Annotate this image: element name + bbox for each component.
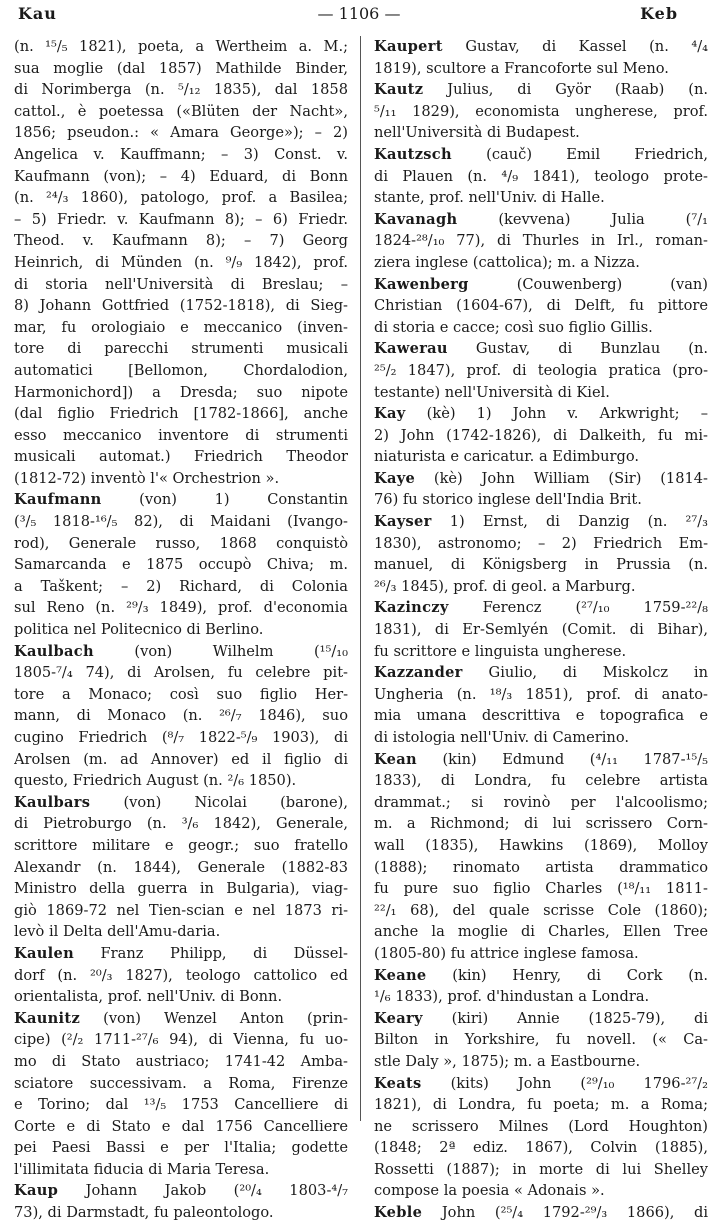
text-line bbox=[14, 36, 348, 58]
entry-headword: Kaupert bbox=[374, 38, 443, 55]
line-text: ne scrissero Milnes (Lord Houghton) bbox=[374, 1117, 708, 1135]
line-text: sua moglie (dal 1857) Mathilde Binder, bbox=[14, 59, 348, 77]
line-text: di Pietroburgo (n. ³/₆ 1842), Generale, bbox=[14, 815, 348, 833]
line-text: 1831), di Er-Semlyén (Comit. di Bihar), bbox=[374, 621, 708, 639]
line-text: (dal figlio Friedrich [1782-1866], anche bbox=[14, 405, 348, 423]
text-line bbox=[374, 446, 708, 468]
entry-headword: Keane bbox=[374, 966, 427, 984]
line-text: (³/₅ 1818-¹⁶/₅ 82), di Maidani (Ivango- bbox=[14, 513, 348, 531]
text-line bbox=[14, 965, 348, 987]
line-text: (kits) John (²⁹/₁₀ 1796-²⁷/₂ bbox=[421, 1074, 708, 1092]
line-text: questo, Friedrich August (n. ²/₆ 1850). bbox=[14, 772, 297, 790]
line-text: drammat.; si rovinò per l'alcoolismo; bbox=[374, 793, 708, 811]
line-text: cattol., è poetessa («Blüten der Nacht», bbox=[14, 102, 348, 120]
entry-headword: Kavanagh bbox=[374, 210, 458, 228]
line-text: scrittore militare e geogr.; suo fratello bbox=[14, 836, 348, 854]
line-text: wall (1835), Hawkins (1869), Molloy bbox=[374, 836, 708, 854]
line-text: (von) Wenzel Anton (prin- bbox=[80, 1009, 348, 1027]
line-text: – 5) Friedr. v. Kaufmann 8); – 6) Friedr. bbox=[14, 210, 348, 228]
header-left-guideword: Kau bbox=[18, 4, 57, 23]
text-line bbox=[374, 533, 708, 555]
text-line bbox=[374, 1094, 708, 1116]
line-text: Harmonichord]) a Dresda; suo nipote bbox=[14, 383, 348, 401]
text-line bbox=[14, 1073, 348, 1095]
entry-headword: Kawerau bbox=[374, 340, 448, 358]
line-text: mo di Stato austriaco; 1741-42 Amba- bbox=[14, 1052, 348, 1070]
line-text: di istologia nell'Univ. di Camerino. bbox=[374, 729, 629, 746]
text-line bbox=[374, 965, 708, 987]
line-text: (cauč) Emil Friedrich, bbox=[451, 145, 708, 163]
line-text: ²⁶/₃ 1845), prof. di geol. a Marburg. bbox=[374, 577, 636, 595]
line-text: Rossetti (1887); in morte di lui Shelley bbox=[374, 1160, 708, 1178]
entry-headword: Kazinczy bbox=[374, 599, 449, 617]
line-text: (kiri) Annie (1825-79), di bbox=[422, 1009, 708, 1027]
text-line bbox=[374, 1051, 708, 1073]
text-line bbox=[374, 1137, 708, 1159]
text-line bbox=[14, 209, 348, 231]
entry-headword: Kaulbach bbox=[14, 642, 94, 660]
line-text: mann, di Monaco (n. ²⁶/₇ 1846), suo bbox=[14, 707, 348, 725]
line-text: di storia e cacce; così suo figlio Gillis. bbox=[374, 318, 653, 336]
text-line bbox=[374, 1159, 708, 1181]
text-line bbox=[374, 835, 708, 857]
line-text: 1833), di Londra, fu celebre artista bbox=[374, 772, 708, 790]
text-line bbox=[14, 835, 348, 857]
line-text: automatici [Bellomon, Chordalodion, bbox=[14, 361, 348, 379]
text-line bbox=[374, 36, 708, 58]
line-text: 8) Johann Gottfried (1752-1818), di Sieg- bbox=[14, 297, 348, 315]
text-line bbox=[374, 684, 708, 706]
text-line bbox=[374, 1116, 708, 1138]
text-line bbox=[374, 597, 708, 619]
text-line bbox=[14, 770, 348, 792]
line-text: orientalista, prof. nell'Univ. di Bonn. bbox=[14, 988, 283, 1006]
text-line bbox=[374, 813, 708, 835]
line-text: dorf (n. ²⁰/₃ 1827), teologo cattolico ed bbox=[14, 966, 348, 984]
text-line bbox=[374, 187, 708, 209]
entry-headword: Kaye bbox=[374, 469, 416, 487]
text-line bbox=[14, 921, 348, 943]
line-text: Heinrich, di Münden (n. ⁹/₉ 1842), prof. bbox=[14, 253, 348, 271]
text-line bbox=[374, 857, 708, 879]
line-text: Ferencz (²⁷/₁₀ 1759-²²/₈ bbox=[448, 599, 708, 617]
text-line bbox=[374, 641, 708, 663]
text-line bbox=[374, 511, 708, 533]
text-line bbox=[14, 619, 348, 641]
entry-headword: Kaup bbox=[14, 1182, 59, 1200]
line-text: 1830), astronomo; – 2) Friedrich Em- bbox=[374, 534, 708, 552]
text-line bbox=[374, 900, 708, 922]
line-text: Corte e di Stato e dal 1756 Cancelliere bbox=[14, 1117, 348, 1135]
line-text: mia umana descrittiva e topografica e bbox=[374, 707, 708, 725]
text-line bbox=[14, 468, 348, 490]
text-line bbox=[14, 1137, 348, 1159]
line-text: ¹/₆ 1833), prof. d'hindustan a Londra. bbox=[374, 988, 650, 1006]
line-text: fu scrittore e linguista ungherese. bbox=[374, 642, 627, 660]
text-line bbox=[14, 878, 348, 900]
text-line bbox=[14, 1094, 348, 1116]
line-text: musicali automat.) Friedrich Theodor bbox=[14, 448, 348, 466]
line-text: rod), Generale russo, 1868 conquistò bbox=[14, 534, 348, 552]
text-line bbox=[374, 144, 708, 166]
line-text: tore di parecchi strumenti musicali bbox=[14, 340, 348, 358]
line-text: Angelica v. Kauffmann; – 3) Const. v. bbox=[14, 145, 348, 163]
line-text: (1848; 2ª ediz. 1867), Colvin (1885), bbox=[374, 1139, 708, 1157]
text-line bbox=[374, 122, 708, 144]
line-text: 73), di Darmstadt, fu paleontologo. bbox=[14, 1204, 274, 1222]
text-line bbox=[374, 554, 708, 576]
entry-headword: Kautz bbox=[374, 81, 424, 99]
text-line bbox=[14, 425, 348, 447]
line-text: mar, fu orologiaio e meccanico (inven- bbox=[14, 318, 348, 336]
text-line bbox=[374, 295, 708, 317]
entry-headword: Kautzsch bbox=[374, 145, 452, 163]
text-line bbox=[374, 986, 708, 1008]
text-line bbox=[14, 446, 348, 468]
line-text: stle Daly », 1875); m. a Eastbourne. bbox=[374, 1052, 641, 1070]
line-text: 76) fu storico inglese dell'India Brit. bbox=[374, 491, 642, 509]
line-text: Alexandr (n. 1844), Generale (1882-83 bbox=[14, 858, 348, 876]
text-line bbox=[14, 317, 348, 339]
text-line bbox=[14, 252, 348, 274]
text-line bbox=[14, 274, 348, 296]
entry-headword: Kaunitz bbox=[14, 1009, 81, 1027]
text-line bbox=[374, 705, 708, 727]
line-text: Bilton in Yorkshire, fu novell. (« Ca- bbox=[374, 1031, 708, 1049]
text-line bbox=[14, 511, 348, 533]
text-line bbox=[14, 1051, 348, 1073]
line-text: (kè) John William (Sir) (1814- bbox=[415, 469, 708, 487]
line-text: Christian (1604-67), di Delft, fu pittore bbox=[374, 297, 708, 315]
text-line bbox=[14, 58, 348, 80]
line-text: esso meccanico inventore di strumenti bbox=[14, 426, 348, 444]
line-text: Gustav, di Bunzlau (n. bbox=[447, 340, 708, 358]
text-line bbox=[14, 900, 348, 922]
text-line bbox=[14, 813, 348, 835]
text-line bbox=[374, 1180, 708, 1202]
text-line bbox=[14, 684, 348, 706]
text-line bbox=[374, 1008, 708, 1030]
line-text: Arolsen (m. ad Annover) ed il figlio di bbox=[14, 750, 348, 768]
text-line bbox=[374, 317, 708, 339]
text-line bbox=[374, 403, 708, 425]
text-line bbox=[14, 144, 348, 166]
line-text: giò 1869-72 nel Tien-scian e nel 1873 ri- bbox=[14, 901, 348, 919]
text-line bbox=[374, 382, 708, 404]
line-text: levò il Delta dell'Amu-daria. bbox=[14, 923, 221, 941]
line-text: (1812-72) inventò l'« Orchestrion ». bbox=[14, 469, 280, 487]
text-line bbox=[374, 166, 708, 188]
line-text: manuel, di Königsberg in Prussia (n. bbox=[374, 556, 708, 574]
line-text: di storia nell'Università di Breslau; – bbox=[14, 275, 348, 293]
text-line bbox=[374, 489, 708, 511]
line-text: 1805-⁷/₄ 74), di Arolsen, fu celebre pit- bbox=[14, 664, 348, 682]
entry-headword: Kay bbox=[374, 405, 406, 423]
entry-headword: Keble bbox=[374, 1204, 423, 1222]
text-line bbox=[14, 705, 348, 727]
entry-headword: Keary bbox=[374, 1009, 423, 1027]
line-text: (n. ¹⁵/₅ 1821), poeta, a Wertheim a. M.; bbox=[14, 38, 348, 55]
line-text: sciatore successivam. a Roma, Firenze bbox=[14, 1074, 348, 1092]
text-line bbox=[14, 489, 348, 511]
text-line bbox=[14, 187, 348, 209]
text-line bbox=[14, 792, 348, 814]
line-text: sul Reno (n. ²⁹/₃ 1849), prof. d'economia bbox=[14, 599, 348, 617]
text-line bbox=[374, 79, 708, 101]
text-line bbox=[14, 360, 348, 382]
text-line bbox=[374, 468, 708, 490]
text-line bbox=[14, 662, 348, 684]
text-line bbox=[374, 1202, 708, 1224]
line-text: a Taškent; – 2) Richard, di Colonia bbox=[14, 577, 348, 595]
entry-headword: Kayser bbox=[374, 513, 432, 531]
line-text: stante, prof. nell'Univ. di Halle. bbox=[374, 189, 605, 207]
text-line bbox=[374, 230, 708, 252]
text-line bbox=[14, 641, 348, 663]
line-text: Johann Jakob (²⁰/₄ 1803-⁴/₇ bbox=[58, 1182, 348, 1200]
line-text: (von) Nicolai (barone), bbox=[90, 793, 348, 811]
line-text: m. a Richmond; di lui scrissero Corn- bbox=[374, 815, 708, 833]
header-right-guideword: Keb bbox=[640, 4, 678, 23]
text-line bbox=[14, 857, 348, 879]
line-text: ²²/₁ 68), del quale scrisse Cole (1860); bbox=[374, 901, 708, 919]
line-text: (Couwenberg) (van) bbox=[468, 275, 708, 293]
line-text: 2) John (1742-1826), di Dalkeith, fu mi- bbox=[374, 426, 708, 444]
text-line bbox=[14, 749, 348, 771]
text-line bbox=[374, 209, 708, 231]
line-text: Julius, di Györ (Raab) (n. bbox=[423, 81, 708, 99]
line-text: ²⁵/₂ 1847), prof. di teologia pratica (pro- bbox=[374, 361, 708, 379]
text-line bbox=[14, 122, 348, 144]
page-header bbox=[0, 2, 718, 32]
text-line bbox=[374, 727, 708, 749]
page-number: — 1106 — bbox=[317, 4, 401, 23]
text-line bbox=[14, 1202, 348, 1224]
line-text: John (²⁵/₄ 1792-²⁹/₃ 1866), di bbox=[422, 1204, 708, 1222]
text-line bbox=[14, 101, 348, 123]
line-text: 1821), di Londra, fu poeta; m. a Roma; bbox=[374, 1096, 708, 1114]
line-text: cipe) (²/₂ 1711-²⁷/₆ 94), di Vienna, fu uo- bbox=[14, 1031, 348, 1049]
text-line bbox=[14, 403, 348, 425]
text-line bbox=[374, 770, 708, 792]
line-text: Franz Philipp, di Düssel- bbox=[74, 944, 348, 962]
line-text: e Torino; dal ¹³/₅ 1753 Cancelliere di bbox=[14, 1096, 348, 1114]
text-line bbox=[374, 1073, 708, 1095]
line-text: cugino Friedrich (⁸/₇ 1822-⁵/₉ 1903), di bbox=[14, 729, 348, 746]
text-line bbox=[374, 749, 708, 771]
line-text: di Norimberga (n. ⁵/₁₂ 1835), dal 1858 bbox=[14, 81, 348, 99]
line-text: (kin) Edmund (⁴/₁₁ 1787-¹⁵/₅ bbox=[416, 750, 708, 768]
text-line bbox=[14, 166, 348, 188]
text-line bbox=[374, 252, 708, 274]
line-text: ⁵/₁₁ 1829), economista ungherese, prof. bbox=[374, 102, 708, 120]
line-text: fu pure suo figlio Charles (¹⁸/₁₁ 1811- bbox=[374, 880, 708, 898]
text-line bbox=[374, 274, 708, 296]
line-text: politica nel Politecnico di Berlino. bbox=[14, 621, 264, 639]
text-line bbox=[14, 533, 348, 555]
text-line bbox=[14, 382, 348, 404]
line-text: (von) Wilhelm (¹⁵/₁₀ bbox=[93, 642, 348, 660]
text-line bbox=[14, 727, 348, 749]
entry-headword: Keats bbox=[374, 1074, 422, 1092]
line-text: Giulio, di Miskolcz in bbox=[462, 664, 708, 682]
text-line bbox=[374, 101, 708, 123]
text-line bbox=[374, 662, 708, 684]
text-line bbox=[374, 360, 708, 382]
text-line bbox=[14, 230, 348, 252]
line-text: pei Paesi Bassi e per l'Italia; godette bbox=[14, 1139, 348, 1157]
text-line bbox=[374, 921, 708, 943]
text-line bbox=[374, 338, 708, 360]
line-text: (kin) Henry, di Cork (n. bbox=[426, 966, 708, 984]
right-column bbox=[374, 36, 708, 1224]
text-line bbox=[14, 576, 348, 598]
line-text: ziera inglese (cattolica); m. a Nizza. bbox=[374, 253, 640, 271]
text-line bbox=[374, 1029, 708, 1051]
line-text: di Plauen (n. ⁴/₉ 1841), teologo prote- bbox=[374, 167, 708, 185]
line-text: (von) 1) Constantin bbox=[101, 491, 348, 509]
entry-headword: Kaulbars bbox=[14, 793, 91, 811]
line-text: 1824-²⁸/₁₀ 77), di Thurles in Irl., roman- bbox=[374, 232, 708, 250]
line-text: 1819), scultore a Francoforte sul Meno. bbox=[374, 59, 669, 77]
text-line bbox=[374, 58, 708, 80]
text-line bbox=[14, 1116, 348, 1138]
text-line bbox=[14, 79, 348, 101]
text-line bbox=[374, 878, 708, 900]
text-line bbox=[14, 986, 348, 1008]
line-text: Kaufmann (von); – 4) Eduard, di Bonn bbox=[14, 167, 348, 185]
line-text: compose la poesia « Adonais ». bbox=[374, 1182, 605, 1200]
line-text: (n. ²⁴/₃ 1860), patologo, prof. a Basilea; bbox=[14, 189, 348, 207]
line-text: (kevvena) Julia (⁷/₁ bbox=[457, 210, 708, 228]
text-line bbox=[374, 576, 708, 598]
line-text: nell'Università di Budapest. bbox=[374, 124, 580, 142]
line-text: niaturista e caricatur. a Edimburgo. bbox=[374, 448, 640, 466]
line-text: 1) Ernst, di Danzig (n. ²⁷/₃ bbox=[431, 513, 708, 531]
text-line bbox=[14, 597, 348, 619]
text-line bbox=[14, 1029, 348, 1051]
text-line bbox=[14, 1180, 348, 1202]
text-line bbox=[374, 943, 708, 965]
entry-headword: Kean bbox=[374, 750, 417, 768]
line-text: 1856; pseudon.: « Amara George»); – 2) bbox=[14, 124, 348, 142]
column-divider bbox=[360, 36, 361, 1121]
line-text: Theod. v. Kaufmann 8); – 7) Georg bbox=[14, 232, 348, 250]
text-line bbox=[14, 554, 348, 576]
line-text: Ministro della guerra in Bulgaria), viag- bbox=[14, 880, 348, 898]
line-text: anche la moglie di Charles, Ellen Tree bbox=[374, 923, 708, 941]
line-text: (kè) 1) John v. Arkwright; – bbox=[405, 405, 708, 423]
text-line bbox=[14, 295, 348, 317]
entry-headword: Kaulen bbox=[14, 944, 74, 962]
line-text: Ungheria (n. ¹⁸/₃ 1851), prof. di anato- bbox=[374, 685, 708, 703]
line-text: testante) nell'Università di Kiel. bbox=[374, 383, 610, 401]
line-text: tore a Monaco; così suo figlio Her- bbox=[14, 685, 348, 703]
text-line bbox=[374, 425, 708, 447]
line-text: Samarcanda e 1875 occupò Chiva; m. bbox=[14, 556, 348, 574]
line-text: l'illimitata fiducia di Maria Teresa. bbox=[14, 1160, 270, 1178]
text-line bbox=[14, 1008, 348, 1030]
line-text: (1888); rinomato artista drammatico bbox=[374, 858, 708, 876]
entry-headword: Kaufmann bbox=[14, 491, 102, 509]
line-text: Gustav, di Kassel (n. ⁴/₄ bbox=[442, 38, 708, 55]
entry-headword: Kazzander bbox=[374, 664, 463, 682]
entry-headword: Kawenberg bbox=[374, 275, 469, 293]
text-line bbox=[14, 943, 348, 965]
line-text: (1805-80) fu attrice inglese famosa. bbox=[374, 944, 639, 962]
left-column bbox=[14, 36, 348, 1224]
text-line bbox=[374, 792, 708, 814]
text-line bbox=[14, 1159, 348, 1181]
text-line bbox=[14, 338, 348, 360]
text-line bbox=[374, 619, 708, 641]
